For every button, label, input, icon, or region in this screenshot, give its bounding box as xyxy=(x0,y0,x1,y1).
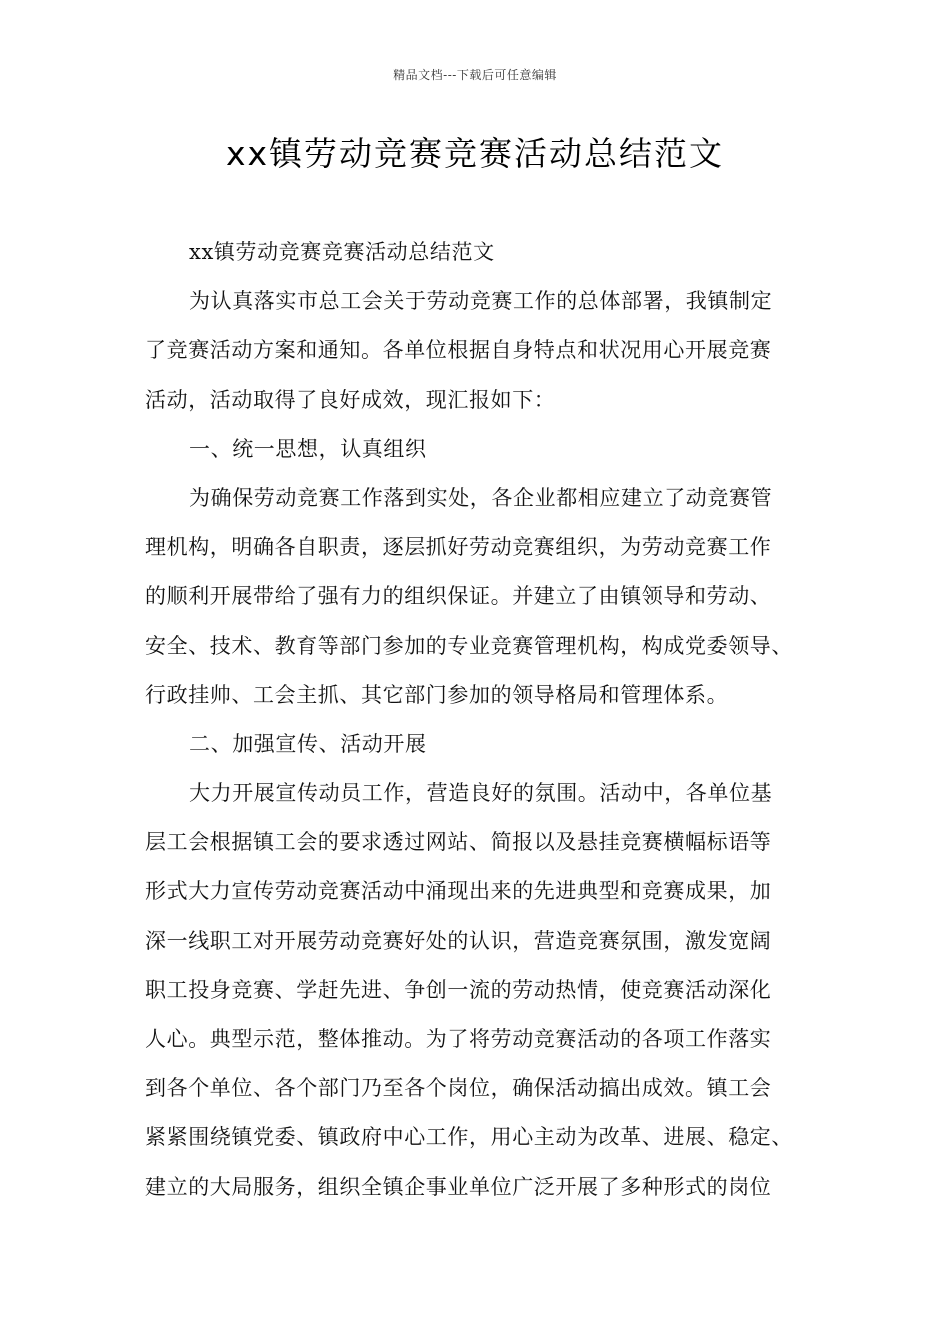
body-line: 紧紧围绕镇党委、镇政府中心工作，用心主动为改革、进展、稳定、 xyxy=(145,1125,793,1150)
body-line: 行政挂帅、工会主抓、其它部门参加的领导格局和管理体系。 xyxy=(145,682,729,707)
body-line: 深一线职工对开展劳动竞赛好处的认识，营造竞赛氛围，激发宽阔 xyxy=(145,928,772,953)
body-line: 安全、技术、教育等部门参加的专业竞赛管理机构，构成党委领导、 xyxy=(145,633,793,658)
section-heading: 二、加强宣传、活动开展 xyxy=(189,731,427,756)
header-note: 精品文档---下载后可任意编辑 xyxy=(393,68,557,82)
body-line: 职工投身竞赛、学赶先进、争创一流的劳动热情，使竞赛活动深化 xyxy=(145,977,772,1002)
body-line: 层工会根据镇工会的要求透过网站、简报以及悬挂竞赛横幅标语等 xyxy=(145,830,772,855)
body-line: 大力开展宣传动员工作，营造良好的氛围。活动中，各单位基 xyxy=(189,781,773,806)
document-body xyxy=(145,228,825,1212)
body-line: 人心。典型示范，整体推动。为了将劳动竞赛活动的各项工作落实 xyxy=(145,1027,772,1051)
body-line: 了竞赛活动方案和通知。各单位根据自身特点和状况用心开展竞赛 xyxy=(145,338,772,363)
body-line: 为确保劳动竞赛工作落到实处，各企业都相应建立了动竞赛管 xyxy=(189,485,773,510)
body-line: xx镇劳动竞赛竞赛活动总结范文 xyxy=(189,240,495,264)
body-line: 建立的大局服务，组织全镇企事业单位广泛开展了多种形式的岗位 xyxy=(145,1174,772,1199)
body-line: 活动，活动取得了良好成效，现汇报如下： xyxy=(145,387,556,412)
body-line: 为认真落实市总工会关于劳动竞赛工作的总体部署，我镇制定 xyxy=(189,289,773,314)
body-line: 理机构，明确各自职责，逐层抓好劳动竞赛组织，为劳动竞赛工作 xyxy=(145,535,772,560)
section-heading: 一、统一思想，认真组织 xyxy=(189,436,427,461)
document-title: xx镇劳动竞赛竞赛活动总结范文 xyxy=(225,134,725,173)
body-line: 的顺利开展带给了强有力的组织保证。并建立了由镇领导和劳动、 xyxy=(145,584,772,609)
body-line: 到各个单位、各个部门乃至各个岗位，确保活动搞出成效。镇工会 xyxy=(145,1076,772,1101)
body-line: 形式大力宣传劳动竞赛活动中涌现出来的先进典型和竞赛成果，加 xyxy=(145,879,772,904)
